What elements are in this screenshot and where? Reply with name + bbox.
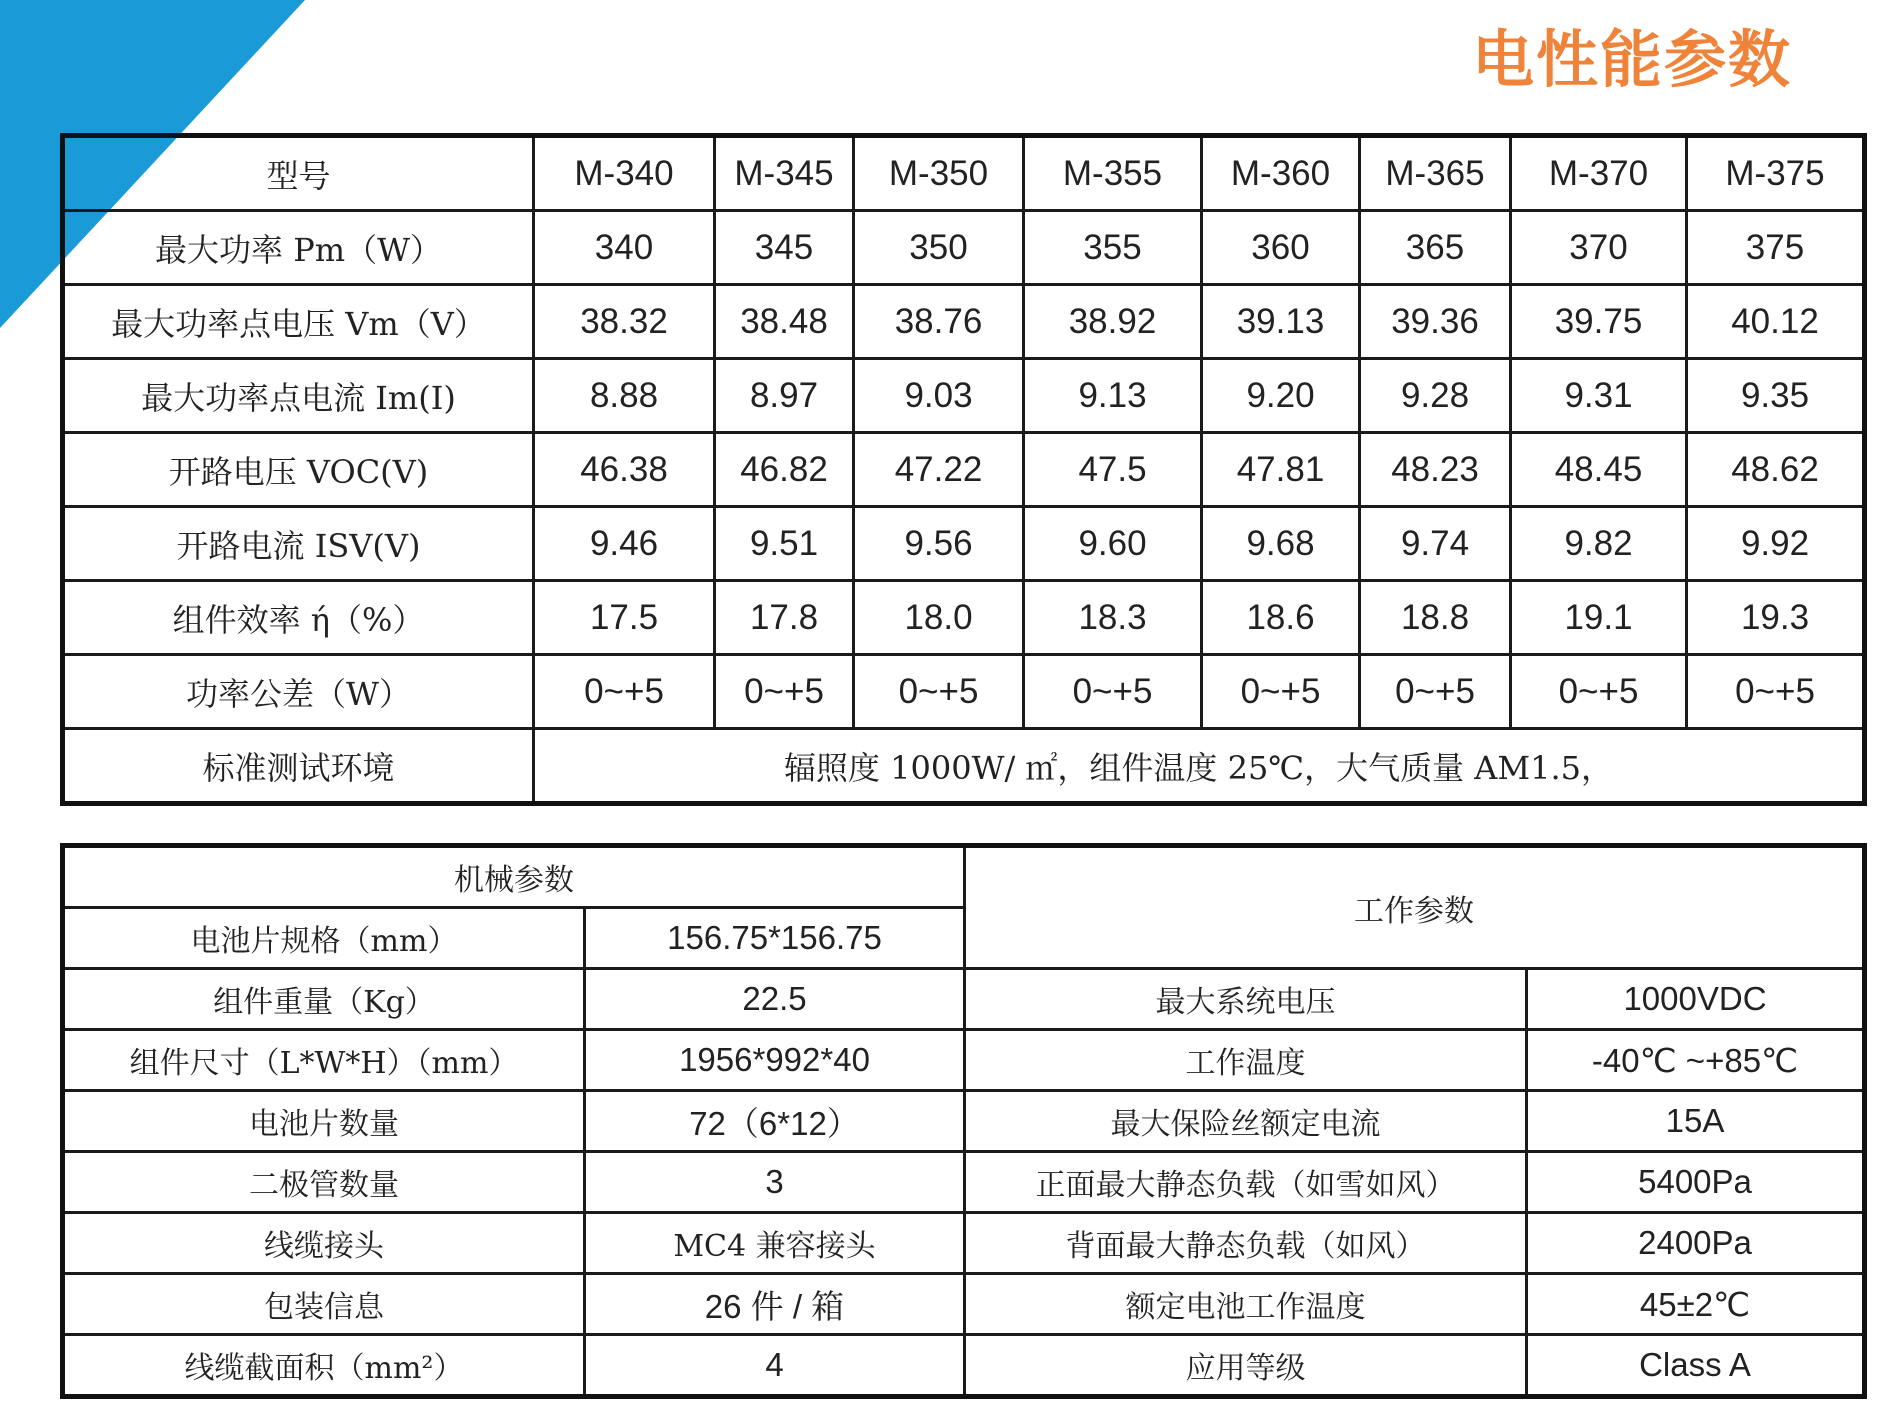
- page-title: 电性能参数: [1471, 23, 1792, 96]
- mechanical-label: 电池片规格（mm）: [63, 908, 585, 969]
- model-cell: M-370: [1511, 136, 1687, 211]
- mechanical-working-table: [60, 843, 1867, 1399]
- value-cell: 8.88: [534, 359, 715, 433]
- mechanical-value: 26 件 / 箱: [585, 1274, 965, 1335]
- section-header-row: [63, 846, 1865, 908]
- row-label: 最大功率点电压 Vm（V）: [63, 285, 534, 359]
- value-cell: 8.97: [715, 359, 854, 433]
- value-cell: 38.76: [854, 285, 1024, 359]
- working-label: 工作温度: [965, 1030, 1527, 1091]
- model-cell: M-375: [1687, 136, 1865, 211]
- mechanical-header: 机械参数: [63, 846, 965, 908]
- value-cell: 0~+5: [534, 655, 715, 729]
- value-cell: 9.82: [1511, 507, 1687, 581]
- value-cell: 0~+5: [854, 655, 1024, 729]
- row-label: 最大功率 Pm（W）: [63, 211, 534, 285]
- std-test-value: 辐照度 1000W/ ㎡，组件温度 25℃，大气质量 AM1.5，: [534, 729, 1865, 804]
- electrical-row: [63, 433, 1865, 507]
- electrical-row: [63, 655, 1865, 729]
- model-cell: M-340: [534, 136, 715, 211]
- value-cell: 9.51: [715, 507, 854, 581]
- electrical-row: [63, 211, 1865, 285]
- value-cell: 17.8: [715, 581, 854, 655]
- electrical-row: [63, 285, 1865, 359]
- mechanical-label: 组件尺寸（L*W*H）（mm）: [63, 1030, 585, 1091]
- working-value: 2400Pa: [1527, 1213, 1865, 1274]
- mechanical-value: 22.5: [585, 969, 965, 1030]
- value-cell: 9.92: [1687, 507, 1865, 581]
- value-cell: 47.5: [1024, 433, 1202, 507]
- model-header-label: 型号: [63, 136, 534, 211]
- row-label: 开路电流 ISV(V): [63, 507, 534, 581]
- mechanical-label: 线缆接头: [63, 1213, 585, 1274]
- working-label: 额定电池工作温度: [965, 1274, 1527, 1335]
- model-cell: M-345: [715, 136, 854, 211]
- mechanical-value: 1956*992*40: [585, 1030, 965, 1091]
- std-test-row: [63, 729, 1865, 804]
- value-cell: 38.48: [715, 285, 854, 359]
- electrical-params-table: [60, 133, 1867, 806]
- electrical-row: [63, 507, 1865, 581]
- mechanical-value: 4: [585, 1335, 965, 1397]
- value-cell: 18.8: [1360, 581, 1511, 655]
- row-label: 组件效率 ή（%）: [63, 581, 534, 655]
- value-cell: 360: [1202, 211, 1360, 285]
- working-value: -40℃ ~+85℃: [1527, 1030, 1865, 1091]
- model-header-row: [63, 136, 1865, 211]
- value-cell: 340: [534, 211, 715, 285]
- working-value: Class A: [1527, 1335, 1865, 1397]
- mechanical-row: [63, 1274, 1865, 1335]
- value-cell: 0~+5: [1511, 655, 1687, 729]
- value-cell: 355: [1024, 211, 1202, 285]
- mechanical-row: [63, 1091, 1865, 1152]
- row-label: 功率公差（W）: [63, 655, 534, 729]
- working-value: 5400Pa: [1527, 1152, 1865, 1213]
- model-cell: M-360: [1202, 136, 1360, 211]
- model-cell: M-355: [1024, 136, 1202, 211]
- value-cell: 9.13: [1024, 359, 1202, 433]
- value-cell: 9.60: [1024, 507, 1202, 581]
- value-cell: 39.36: [1360, 285, 1511, 359]
- mechanical-row: [63, 1213, 1865, 1274]
- value-cell: 9.56: [854, 507, 1024, 581]
- electrical-row: [63, 359, 1865, 433]
- value-cell: 9.28: [1360, 359, 1511, 433]
- working-value: 1000VDC: [1527, 969, 1865, 1030]
- value-cell: 18.0: [854, 581, 1024, 655]
- working-label: 最大系统电压: [965, 969, 1527, 1030]
- value-cell: 47.81: [1202, 433, 1360, 507]
- value-cell: 18.6: [1202, 581, 1360, 655]
- electrical-row: [63, 581, 1865, 655]
- value-cell: 38.32: [534, 285, 715, 359]
- model-cell: M-350: [854, 136, 1024, 211]
- value-cell: 17.5: [534, 581, 715, 655]
- value-cell: 9.31: [1511, 359, 1687, 433]
- value-cell: 9.74: [1360, 507, 1511, 581]
- working-header: 工作参数: [965, 846, 1865, 969]
- value-cell: 9.20: [1202, 359, 1360, 433]
- std-test-label: 标准测试环境: [63, 729, 534, 804]
- value-cell: 0~+5: [715, 655, 854, 729]
- row-label: 最大功率点电流 Im(I): [63, 359, 534, 433]
- working-label: 正面最大静态负载（如雪如风）: [965, 1152, 1527, 1213]
- value-cell: 9.68: [1202, 507, 1360, 581]
- value-cell: 9.03: [854, 359, 1024, 433]
- value-cell: 0~+5: [1687, 655, 1865, 729]
- mechanical-value: MC4 兼容接头: [585, 1213, 965, 1274]
- value-cell: 40.12: [1687, 285, 1865, 359]
- value-cell: 345: [715, 211, 854, 285]
- value-cell: 47.22: [854, 433, 1024, 507]
- mechanical-row: [63, 1030, 1865, 1091]
- value-cell: 9.46: [534, 507, 715, 581]
- value-cell: 365: [1360, 211, 1511, 285]
- model-cell: M-365: [1360, 136, 1511, 211]
- value-cell: 18.3: [1024, 581, 1202, 655]
- working-label: 应用等级: [965, 1335, 1527, 1397]
- mechanical-row: [63, 1335, 1865, 1397]
- mechanical-value: 156.75*156.75: [585, 908, 965, 969]
- working-value: 15A: [1527, 1091, 1865, 1152]
- mechanical-row: [63, 1152, 1865, 1213]
- row-label: 开路电压 VOC(V): [63, 433, 534, 507]
- value-cell: 19.1: [1511, 581, 1687, 655]
- mechanical-value: 3: [585, 1152, 965, 1213]
- value-cell: 39.75: [1511, 285, 1687, 359]
- working-value: 45±2℃: [1527, 1274, 1865, 1335]
- working-label: 背面最大静态负载（如风）: [965, 1213, 1527, 1274]
- value-cell: 48.45: [1511, 433, 1687, 507]
- mechanical-label: 组件重量（Kg）: [63, 969, 585, 1030]
- value-cell: 48.62: [1687, 433, 1865, 507]
- value-cell: 0~+5: [1360, 655, 1511, 729]
- value-cell: 0~+5: [1024, 655, 1202, 729]
- mechanical-label: 电池片数量: [63, 1091, 585, 1152]
- value-cell: 39.13: [1202, 285, 1360, 359]
- value-cell: 350: [854, 211, 1024, 285]
- mechanical-row: [63, 969, 1865, 1030]
- value-cell: 9.35: [1687, 359, 1865, 433]
- working-label: 最大保险丝额定电流: [965, 1091, 1527, 1152]
- value-cell: 38.92: [1024, 285, 1202, 359]
- mechanical-value: 72（6*12）: [585, 1091, 965, 1152]
- mechanical-label: 线缆截面积（mm²）: [63, 1335, 585, 1397]
- value-cell: 46.38: [534, 433, 715, 507]
- value-cell: 370: [1511, 211, 1687, 285]
- value-cell: 46.82: [715, 433, 854, 507]
- value-cell: 375: [1687, 211, 1865, 285]
- mechanical-label: 二极管数量: [63, 1152, 585, 1213]
- value-cell: 19.3: [1687, 581, 1865, 655]
- value-cell: 0~+5: [1202, 655, 1360, 729]
- value-cell: 48.23: [1360, 433, 1511, 507]
- mechanical-label: 包装信息: [63, 1274, 585, 1335]
